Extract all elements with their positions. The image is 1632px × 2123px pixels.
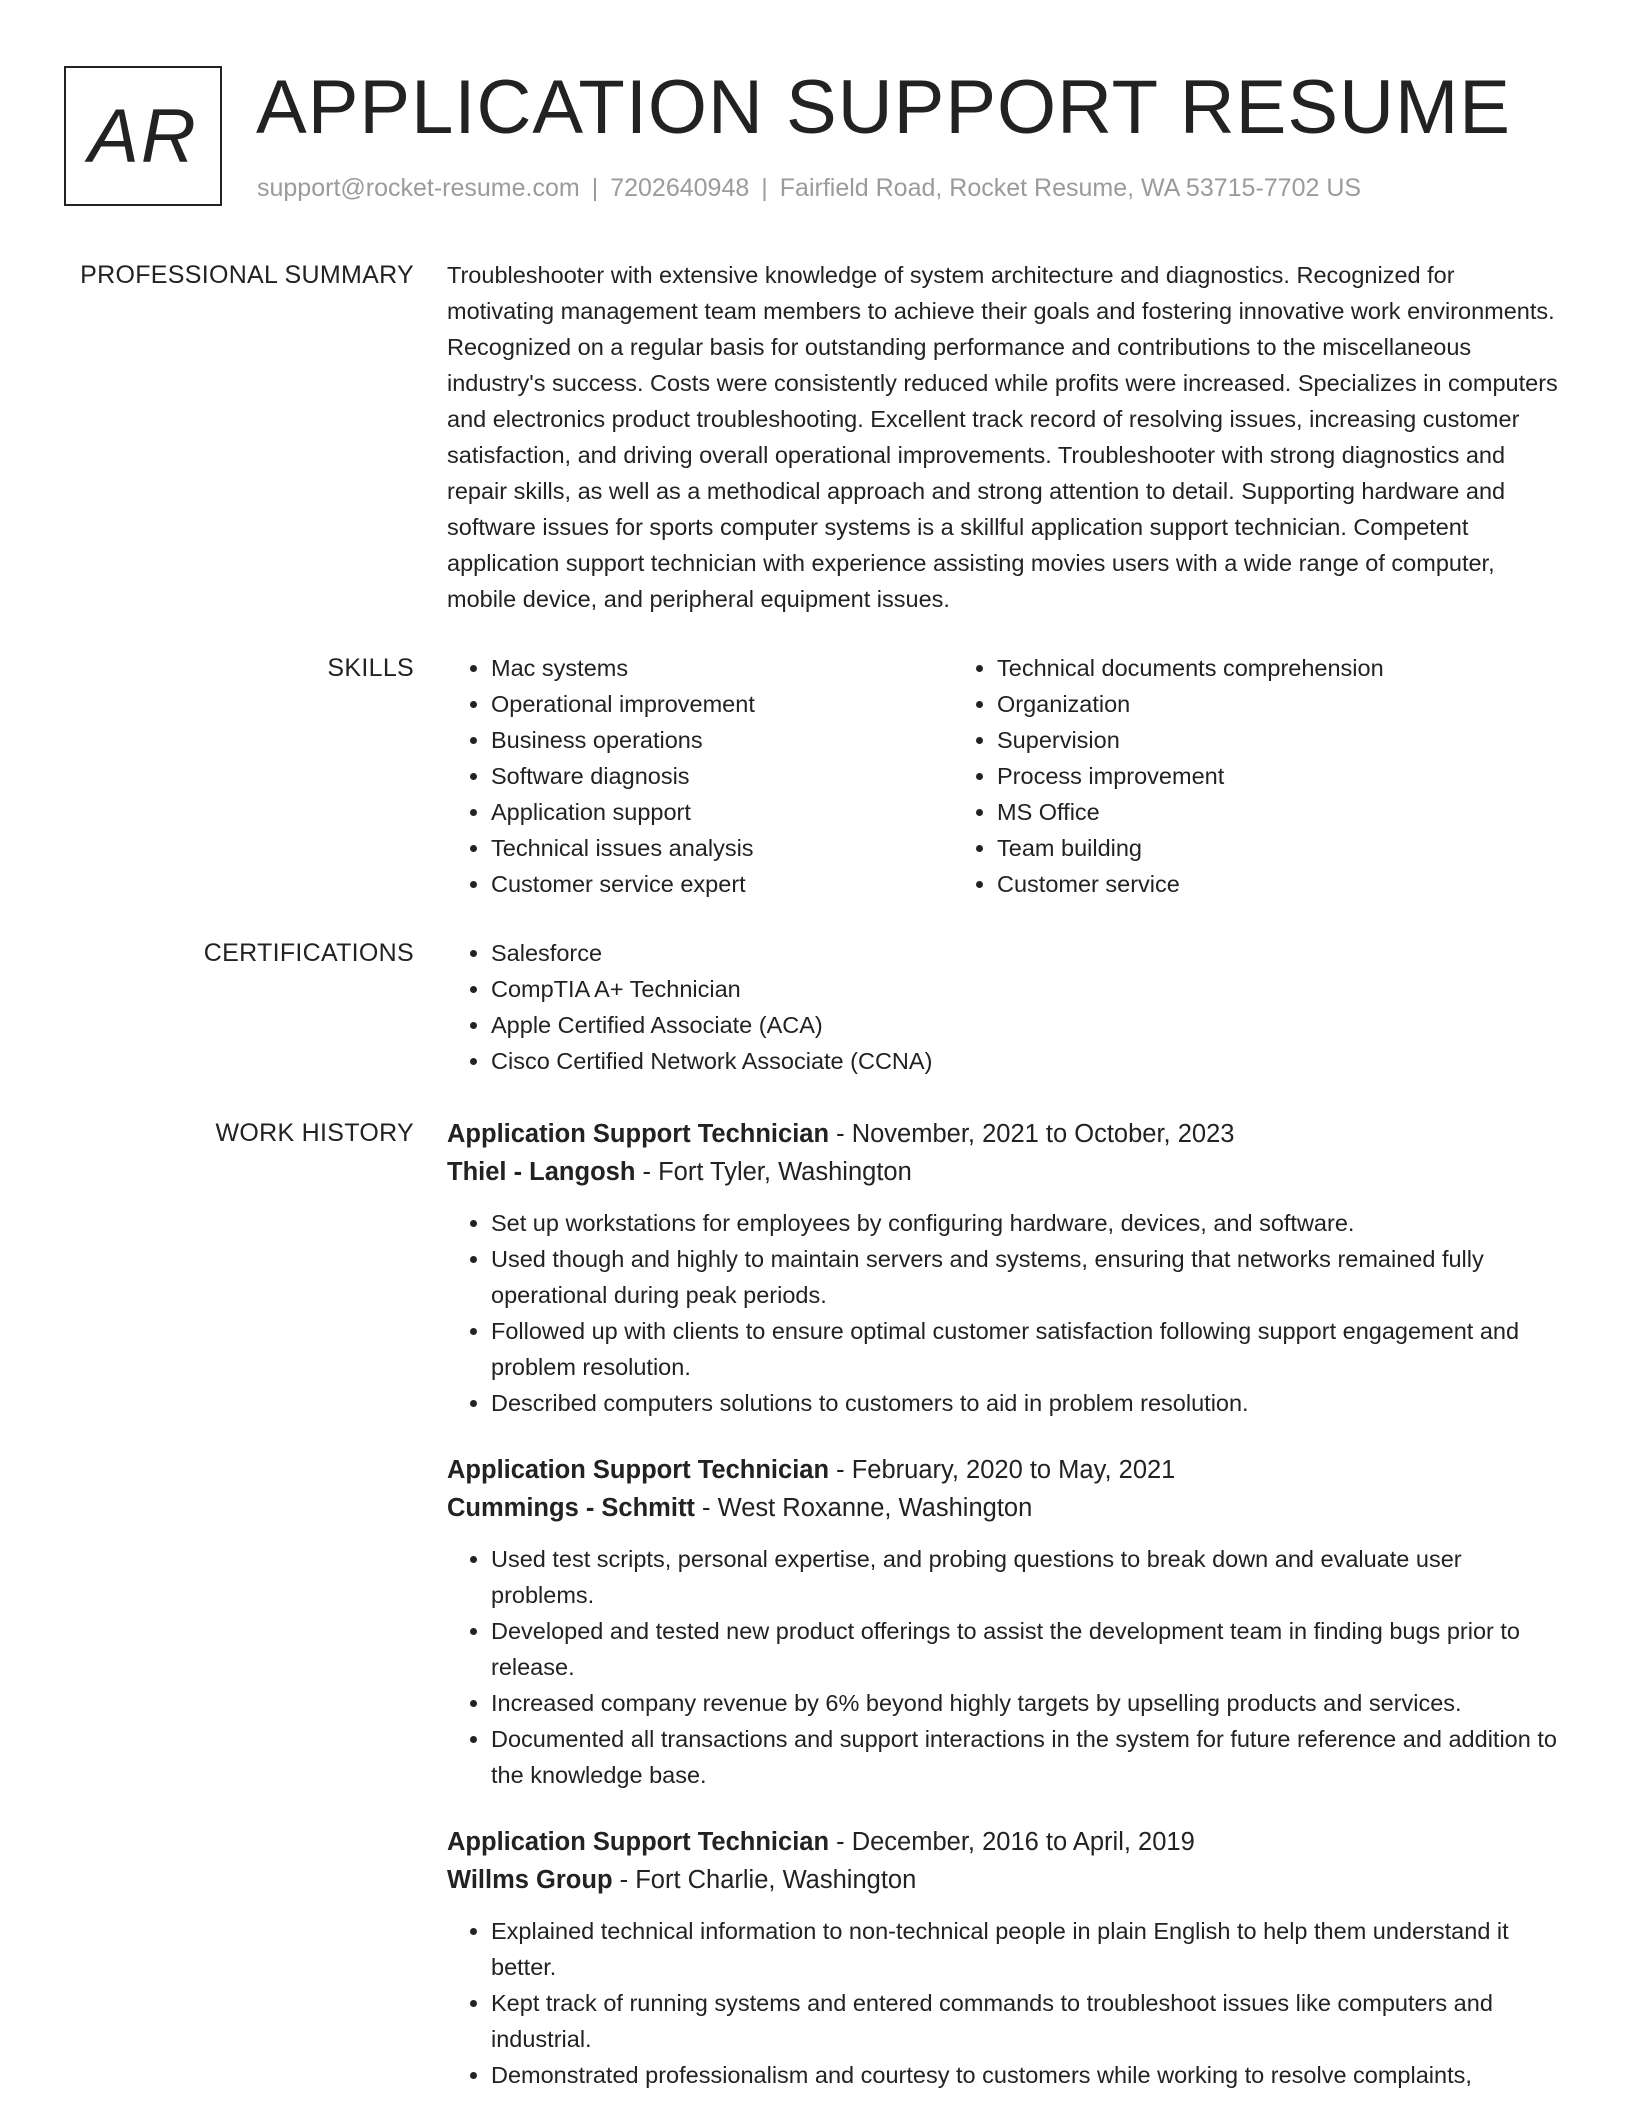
job-employer	[447, 1861, 1567, 1899]
certification-item: • Salesforce	[491, 935, 1567, 971]
job-title: Application Support Technician	[447, 1120, 830, 1148]
contact-address: Fairfield Road, Rocket Resume, WA 53715-7702 US	[779, 174, 1362, 202]
job-bullet: • Documented all transactions and support interactions in the system for future reference and addition to the knowledge base.	[491, 1721, 1567, 1793]
contact-phone[interactable]: 7202640948	[610, 174, 750, 202]
job-bullet: • Used test scripts, personal expertise, and probing questions to break down and evaluate user problems.	[491, 1541, 1567, 1613]
work-history-body	[447, 1115, 1567, 2123]
job-bullet: • Explained technical information to non-technical people in plain English to help them understand it better.	[491, 1913, 1567, 1985]
skill-item: • Technical issues analysis	[491, 830, 953, 866]
skill-item: • Operational improvement	[491, 686, 953, 722]
job-bullets	[447, 1541, 1567, 1793]
job-bullets	[447, 1205, 1567, 1421]
skill-item: • Mac systems	[491, 650, 953, 686]
job-company: Thiel - Langosh	[447, 1158, 636, 1186]
skill-item: • MS Office	[997, 794, 1503, 830]
job-title: Application Support Technician	[447, 1456, 830, 1484]
skill-item: • Software diagnosis	[491, 758, 953, 794]
certification-item: • Cisco Certified Network Associate (CCNA)	[491, 1043, 1567, 1079]
job-bullet: • Developed and tested new product offerings to assist the development team in finding bugs prior to release.	[491, 1613, 1567, 1685]
job-bullet: • Set up workstations for employees by configuring hardware, devices, and software.	[491, 1205, 1567, 1241]
job-dates: - November, 2021 to October, 2023	[829, 1120, 1235, 1148]
job-entry	[447, 1823, 1567, 2093]
contact-separator: |	[761, 174, 768, 202]
summary-text: Troubleshooter with extensive knowledge of system architecture and diagnostics. Recognized for motivating management team members to achieve their goals and fostering innovative work environments. Recognized on a regular basis for outstanding performance and contributions to the miscellaneous industry's success. Costs were consistently reduced while profits were increased. Specializes in computers and electronics product troubleshooting. Excellent track record of resolving issues, increasing customer satisfaction, and driving overall operational improvements. Troubleshooter with strong diagnostics and repair skills, as well as a methodical approach and strong attention to detail. Supporting hardware and software issues for sports computer systems is a skillful application support technician. Competent application support technician with experience assisting movies users with a wide range of computer, mobile device, and peripheral equipment issues.	[447, 262, 1558, 612]
job-bullet: • Kept track of running systems and entered commands to troubleshoot issues like computers and industrial.	[491, 1985, 1567, 2057]
job-bullets	[447, 1913, 1567, 2093]
summary-body	[447, 257, 1567, 617]
job-entry	[447, 1115, 1567, 1421]
job-company: Willms Group	[447, 1866, 613, 1894]
section-label-work-history: WORK HISTORY	[215, 1119, 414, 1147]
job-bullet: • Demonstrated professionalism and courtesy to customers while working to resolve complaints,	[491, 2057, 1567, 2093]
job-entry	[447, 1451, 1567, 1793]
job-heading	[447, 1115, 1567, 1153]
job-location: - West Roxanne, Washington	[694, 1494, 1033, 1522]
monogram-logo: AR	[64, 66, 222, 206]
section-label-summary: PROFESSIONAL SUMMARY	[80, 261, 414, 289]
job-bullet: • Followed up with clients to ensure optimal customer satisfaction following support engagement and problem resolution.	[491, 1313, 1567, 1385]
certifications-list	[447, 935, 1567, 1079]
job-dates: - February, 2020 to May, 2021	[829, 1456, 1176, 1484]
skill-item: • Team building	[997, 830, 1503, 866]
job-title: Application Support Technician	[447, 1828, 830, 1856]
skill-item: • Process improvement	[997, 758, 1503, 794]
job-dates: - December, 2016 to April, 2019	[829, 1828, 1195, 1856]
job-bullet: • Described computers solutions to customers to aid in problem resolution.	[491, 1385, 1567, 1421]
resume-header	[64, 66, 1584, 212]
skill-item: • Technical documents comprehension	[997, 650, 1503, 686]
skill-item: • Customer service	[997, 866, 1503, 902]
job-bullet: • Used though and highly to maintain servers and systems, ensuring that networks remained fully operational during peak periods.	[491, 1241, 1567, 1313]
contact-separator: |	[591, 174, 599, 202]
certification-item: • Apple Certified Associate (ACA)	[491, 1007, 1567, 1043]
job-location: - Fort Charlie, Washington	[612, 1866, 917, 1894]
contact-email[interactable]: support@rocket-resume.com	[257, 174, 580, 202]
job-bullet: • Increased company revenue by 6% beyond highly targets by upselling products and services.	[491, 1685, 1567, 1721]
skill-item: • Organization	[997, 686, 1503, 722]
certifications-body	[447, 935, 1567, 1079]
contact-line	[257, 174, 1361, 203]
skill-item: • Business operations	[491, 722, 953, 758]
skills-body	[447, 650, 1567, 902]
job-company: Cummings - Schmitt	[447, 1494, 695, 1522]
skill-item: • Application support	[491, 794, 953, 830]
resume-title: APPLICATION SUPPORT RESUME	[256, 65, 1511, 150]
job-employer	[447, 1489, 1567, 1527]
skills-list-left	[447, 650, 953, 902]
skills-list-right	[953, 650, 1503, 902]
job-employer	[447, 1153, 1567, 1191]
skill-item: • Customer service expert	[491, 866, 953, 902]
section-label-certifications: CERTIFICATIONS	[203, 939, 414, 967]
job-heading	[447, 1451, 1567, 1489]
certification-item: • CompTIA A+ Technician	[491, 971, 1567, 1007]
skill-item: • Supervision	[997, 722, 1503, 758]
section-label-skills: SKILLS	[327, 654, 414, 682]
job-location: - Fort Tyler, Washington	[635, 1158, 912, 1186]
job-heading	[447, 1823, 1567, 1861]
